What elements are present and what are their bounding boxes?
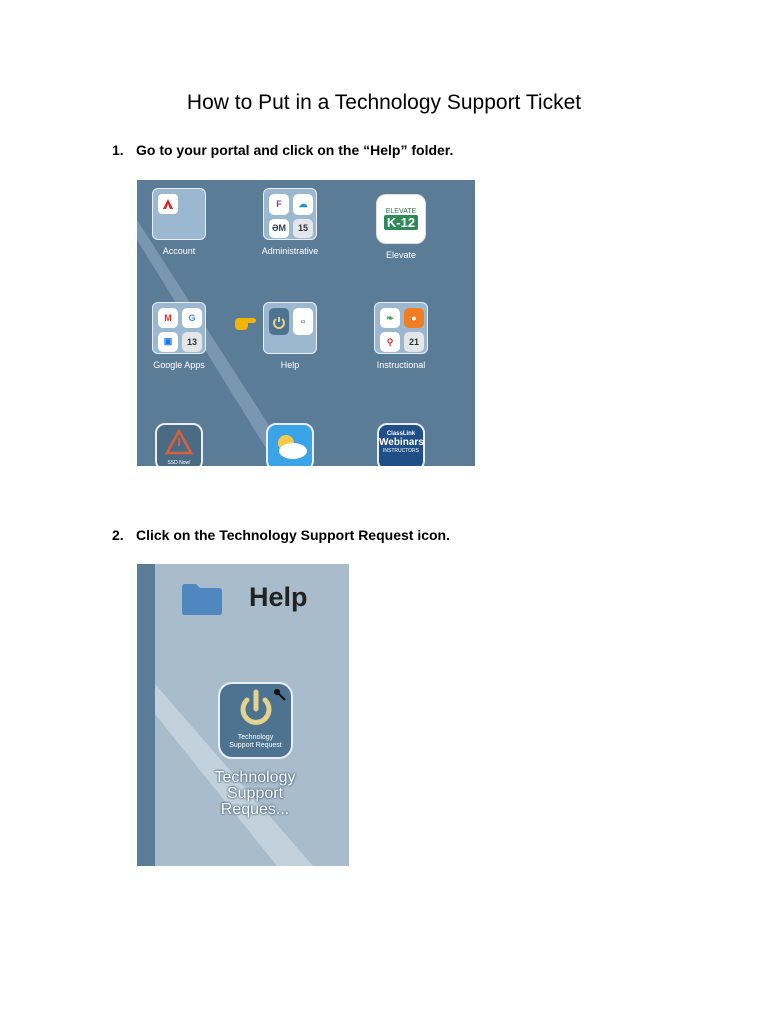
google-apps-folder (152, 302, 206, 354)
app-count: 21 (404, 332, 424, 352)
cloud-icon: ☁ (293, 194, 313, 215)
account-icon (158, 194, 178, 214)
page-title: How to Put in a Technology Support Ticket (186, 91, 582, 114)
elevate-tile-main: K-12 (384, 215, 418, 230)
step-text: Click on the Technology Support Request icon. (136, 527, 450, 543)
label-line2: Support (226, 785, 284, 802)
weather-icon (268, 425, 312, 465)
administrative-app[interactable] (235, 188, 345, 256)
icon-text-line2: Support Request (229, 742, 282, 749)
classlink-main: Webinars (379, 437, 424, 448)
warning-icon (157, 427, 201, 457)
technology-support-request-icon[interactable] (218, 682, 293, 759)
instructional-app[interactable] (346, 302, 456, 370)
power-icon (234, 687, 278, 731)
google-icon: G (182, 308, 202, 328)
app-label: Administrative (261, 246, 319, 256)
forms-icon: F (269, 194, 289, 215)
google-apps-app[interactable] (137, 302, 234, 370)
label-line1: Technology (214, 769, 296, 786)
power-icon (269, 308, 289, 335)
app-label: Elevate (385, 250, 417, 260)
elevate-tile-top: ELEVATE (385, 208, 417, 215)
step-text: Go to your portal and click on the “Help” folder. (136, 142, 454, 158)
classlink-bottom: INSTRUCTORS (382, 448, 420, 454)
portal-screenshot (137, 180, 475, 466)
app-count: 15 (293, 219, 313, 239)
technology-support-request-label[interactable] (187, 770, 323, 818)
app-label: Account (162, 246, 196, 256)
account-folder (152, 188, 206, 240)
classroom-icon: ▣ (158, 332, 178, 353)
administrative-folder (263, 188, 317, 240)
step-number: 2. (112, 527, 124, 543)
help-folder (263, 302, 317, 354)
classlink-top: ClassLink (386, 431, 416, 437)
key-icon (273, 688, 287, 702)
account-app[interactable] (137, 188, 234, 256)
elevate-tile (376, 194, 426, 244)
help-app[interactable] (235, 302, 345, 370)
gmail-icon: M (158, 308, 178, 328)
icon-text-line1: Technology (237, 734, 274, 741)
step-1 (112, 142, 453, 158)
folder-title: Help (249, 582, 308, 612)
ssd-now-app[interactable] (155, 423, 203, 466)
app-label: Help (280, 360, 300, 370)
orange-app-icon: ● (404, 308, 424, 328)
app-count: 13 (182, 332, 202, 353)
leaf-icon: ❧ (380, 308, 400, 328)
weather-app[interactable] (266, 423, 314, 466)
app-label: Instructional (376, 360, 426, 370)
step-2 (112, 527, 450, 543)
label-line3: Reques... (220, 801, 290, 818)
ssd-now-label: SSD Now! (167, 460, 191, 466)
kiosk-icon: ▭ (293, 308, 313, 335)
classlink-webinars-app[interactable] (377, 423, 425, 466)
folder-icon (181, 582, 223, 616)
instructional-folder (374, 302, 428, 354)
elevate-app[interactable] (346, 194, 456, 260)
aesop-icon: ƏM (269, 219, 289, 239)
pin-icon: ⚲ (380, 332, 400, 352)
help-folder-screenshot (137, 564, 349, 866)
app-label: Google Apps (153, 360, 205, 370)
step-number: 1. (112, 142, 124, 158)
